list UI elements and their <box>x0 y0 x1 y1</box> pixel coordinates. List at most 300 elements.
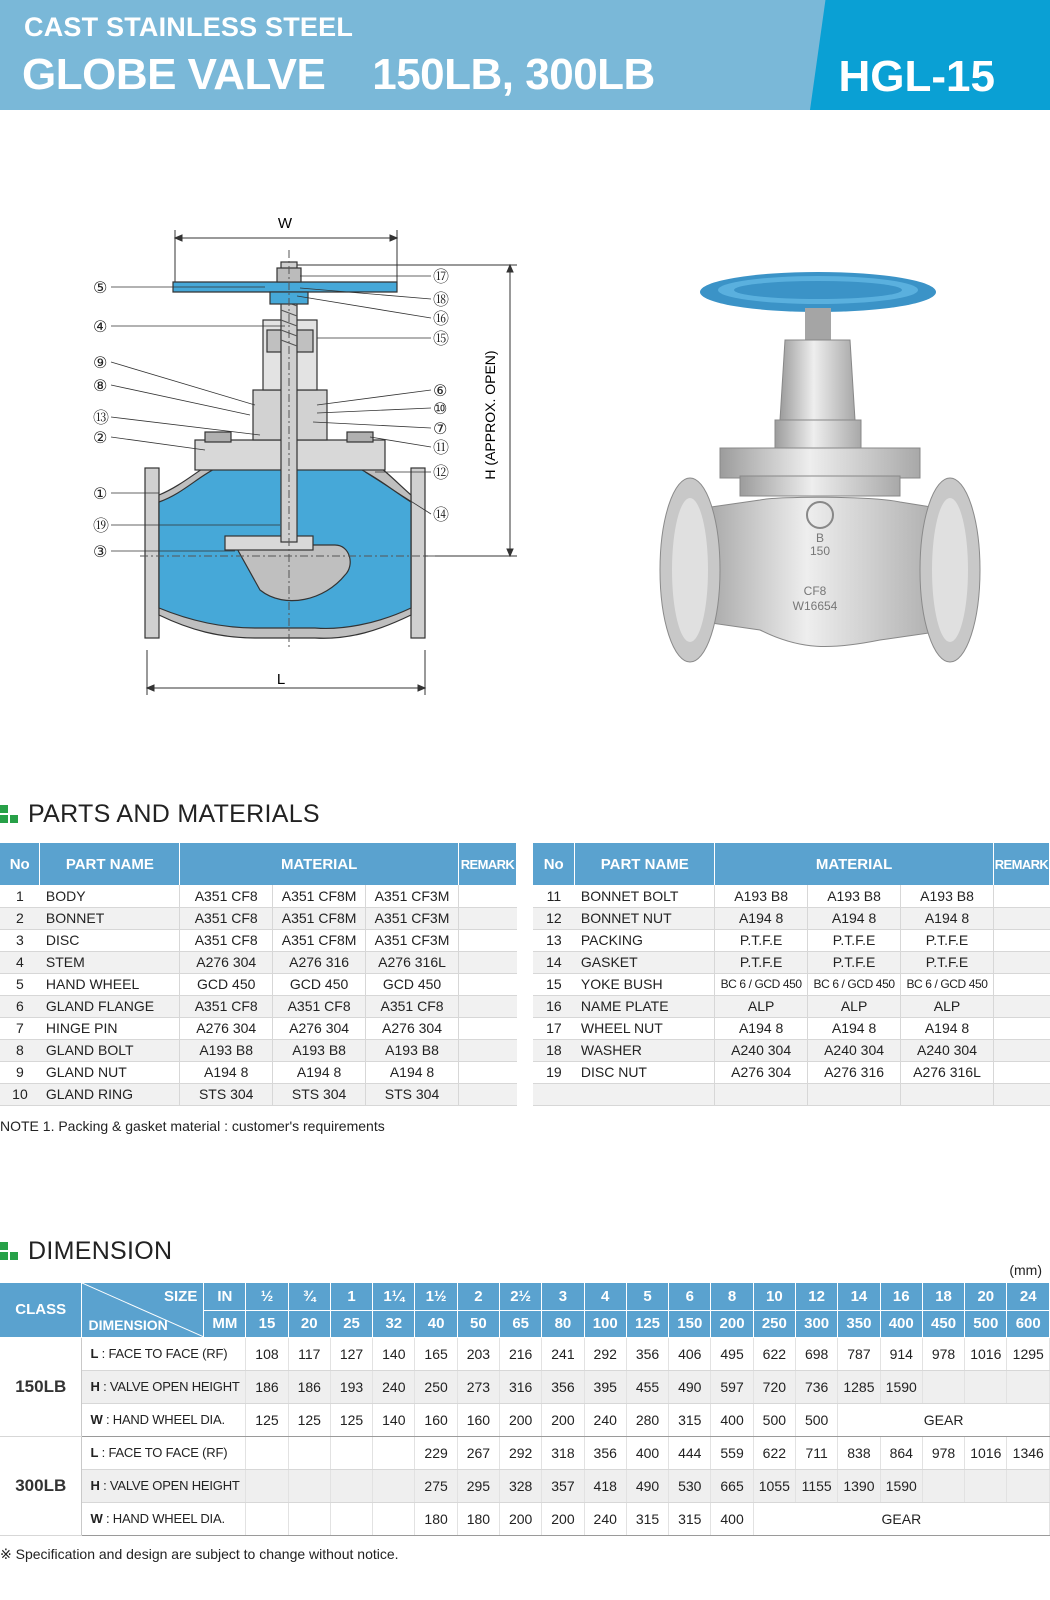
dimension-value: 559 <box>711 1436 753 1469</box>
dimension-value: 125 <box>288 1403 330 1436</box>
part-no: 9 <box>0 1061 40 1083</box>
part-material: A351 CF3M <box>366 885 459 907</box>
dimension-value <box>965 1469 1007 1502</box>
part-material: A194 8 <box>901 907 994 929</box>
size-in-header: 5 <box>626 1283 668 1310</box>
dimension-value: 318 <box>542 1436 584 1469</box>
dimension-value: 400 <box>711 1403 753 1436</box>
part-material: A276 304 <box>715 1061 808 1083</box>
dimension-value: 787 <box>838 1337 880 1370</box>
part-no: 8 <box>0 1039 40 1061</box>
part-material: A193 B8 <box>366 1039 459 1061</box>
part-remark <box>458 907 516 929</box>
size-in-header: 2 <box>457 1283 499 1310</box>
dimension-value: 395 <box>584 1370 626 1403</box>
part-material: A351 CF3M <box>366 907 459 929</box>
dimension-value: 193 <box>330 1370 372 1403</box>
part-material <box>715 1083 808 1105</box>
dimension-value <box>1007 1469 1050 1502</box>
callout-9: ⑨ <box>93 353 108 372</box>
dimension-value: 280 <box>626 1403 668 1436</box>
dimension-value: 160 <box>457 1403 499 1436</box>
dimension-value <box>246 1469 288 1502</box>
dimension-value: 1346 <box>1007 1436 1050 1469</box>
col-no: No <box>0 843 40 885</box>
dimension-value: 1016 <box>965 1436 1007 1469</box>
callout-4: ④ <box>93 317 108 336</box>
part-material: A276 316 <box>808 1061 901 1083</box>
dimension-row <box>0 1469 1050 1502</box>
part-name: GLAND FLANGE <box>40 995 180 1017</box>
part-remark <box>993 995 1049 1017</box>
parts-row <box>533 995 1050 1017</box>
parts-row <box>0 1061 517 1083</box>
part-material: A276 316 <box>273 951 366 973</box>
callout-17: ⑰ <box>433 267 450 286</box>
part-name: DISC NUT <box>575 1061 715 1083</box>
dimension-value: 444 <box>669 1436 711 1469</box>
dimension-value: 622 <box>753 1436 795 1469</box>
part-material: A193 B8 <box>180 1039 273 1061</box>
part-remark <box>993 973 1049 995</box>
part-material: A240 304 <box>808 1039 901 1061</box>
part-no: 5 <box>0 973 40 995</box>
part-material: A351 CF8 <box>180 885 273 907</box>
dimension-value: 200 <box>500 1502 542 1535</box>
part-material: P.T.F.E <box>715 929 808 951</box>
dimension-value: 315 <box>669 1502 711 1535</box>
dimension-value: 186 <box>246 1370 288 1403</box>
dimension-label: L : FACE TO FACE (RF) <box>82 1436 246 1469</box>
dimension-value: 250 <box>415 1370 457 1403</box>
part-material: ALP <box>901 995 994 1017</box>
part-material: BC 6 / GCD 450 <box>901 973 994 995</box>
dimension-value <box>373 1469 415 1502</box>
part-no: 6 <box>0 995 40 1017</box>
dimension-value: 140 <box>373 1403 415 1436</box>
dimension-value: 356 <box>626 1337 668 1370</box>
dimension-value: 180 <box>415 1502 457 1535</box>
dimension-value: 1390 <box>838 1469 880 1502</box>
dimension-label: W : HAND WHEEL DIA. <box>82 1403 246 1436</box>
size-in-header: 2½ <box>500 1283 542 1310</box>
size-mm-header: 350 <box>838 1310 880 1337</box>
callout-19: ⑲ <box>93 516 110 535</box>
gear-operated-value: GEAR <box>753 1502 1049 1535</box>
dimension-value: 736 <box>796 1370 838 1403</box>
parts-row <box>0 973 517 995</box>
part-no: 2 <box>0 907 40 929</box>
unit-label: (mm) <box>1009 1262 1042 1278</box>
part-no: 19 <box>533 1061 575 1083</box>
part-material: A351 CF8M <box>273 907 366 929</box>
dimension-value: 117 <box>288 1337 330 1370</box>
part-material: BC 6 / GCD 450 <box>715 973 808 995</box>
part-no: 11 <box>533 885 575 907</box>
gear-operated-value: GEAR <box>838 1403 1050 1436</box>
dimension-value: 315 <box>669 1403 711 1436</box>
dim-w-label: W <box>277 215 293 232</box>
size-in-header: 1 <box>330 1283 372 1310</box>
size-in-header: 10 <box>753 1283 795 1310</box>
col-part-name: PART NAME <box>40 843 180 885</box>
dimension-value <box>288 1502 330 1535</box>
size-in-header: 4 <box>584 1283 626 1310</box>
part-material: A193 B8 <box>808 885 901 907</box>
parts-section-heading <box>0 800 320 829</box>
dimension-value: 108 <box>246 1337 288 1370</box>
materials-note: NOTE 1. Packing & gasket material : customer's requirements <box>0 1118 385 1134</box>
part-material: P.T.F.E <box>901 929 994 951</box>
part-material <box>808 1083 901 1105</box>
dimension-value: 720 <box>753 1370 795 1403</box>
size-in-header: 8 <box>711 1283 753 1310</box>
size-mm-header: 50 <box>457 1310 499 1337</box>
dimension-value: 160 <box>415 1403 457 1436</box>
dimension-value: 418 <box>584 1469 626 1502</box>
part-material: A276 316L <box>901 1061 994 1083</box>
part-no: 12 <box>533 907 575 929</box>
part-material: A351 CF8M <box>273 885 366 907</box>
part-remark <box>993 885 1049 907</box>
dimension-value: 125 <box>330 1403 372 1436</box>
dimension-section-heading <box>0 1237 172 1266</box>
parts-row <box>533 1039 1050 1061</box>
parts-row <box>0 907 517 929</box>
dimension-value <box>965 1370 1007 1403</box>
part-material: A351 CF8 <box>180 995 273 1017</box>
casting-mark-heat: W16654 <box>792 599 838 613</box>
part-material: A193 B8 <box>901 885 994 907</box>
part-name: GASKET <box>575 951 715 973</box>
dimension-row <box>0 1502 1050 1535</box>
part-material: ALP <box>715 995 808 1017</box>
part-no: 17 <box>533 1017 575 1039</box>
part-name: GLAND BOLT <box>40 1039 180 1061</box>
size-in-header: 20 <box>965 1283 1007 1310</box>
dimension-value: 838 <box>838 1436 880 1469</box>
part-remark <box>458 929 516 951</box>
part-name: HAND WHEEL <box>40 973 180 995</box>
dimension-value: 500 <box>753 1403 795 1436</box>
dimension-value: 316 <box>500 1370 542 1403</box>
sectional-drawing <box>85 210 555 720</box>
dimension-value: 495 <box>711 1337 753 1370</box>
dimension-value <box>288 1469 330 1502</box>
dimension-value: 267 <box>457 1436 499 1469</box>
section-bullet-icon <box>0 1242 20 1262</box>
part-remark <box>993 1061 1049 1083</box>
part-material: A193 B8 <box>273 1039 366 1061</box>
size-mm-header: 100 <box>584 1310 626 1337</box>
dimension-value: 490 <box>669 1370 711 1403</box>
callout-5: ⑤ <box>93 278 108 297</box>
size-mm-header: 500 <box>965 1310 1007 1337</box>
unit-mm-header: MM <box>204 1310 246 1337</box>
dimension-value: 1295 <box>1007 1337 1050 1370</box>
part-remark <box>993 1083 1049 1105</box>
dimension-value: 240 <box>584 1403 626 1436</box>
valve-photo <box>650 270 990 690</box>
part-material: A194 8 <box>273 1061 366 1083</box>
part-no <box>533 1083 575 1105</box>
part-material: P.T.F.E <box>808 951 901 973</box>
part-name: STEM <box>40 951 180 973</box>
part-no: 7 <box>0 1017 40 1039</box>
casting-mark-b: B <box>815 531 825 545</box>
class-label: 300LB <box>0 1436 82 1535</box>
dimension-row <box>0 1337 1050 1370</box>
part-no: 10 <box>0 1083 40 1105</box>
part-name: BODY <box>40 885 180 907</box>
callout-2: ② <box>93 428 108 447</box>
dimension-value: 665 <box>711 1469 753 1502</box>
size-mm-header: 20 <box>288 1310 330 1337</box>
dimension-value: 186 <box>288 1370 330 1403</box>
part-remark <box>458 1061 516 1083</box>
dimension-value: 1055 <box>753 1469 795 1502</box>
part-material: P.T.F.E <box>715 951 808 973</box>
dimension-value: 240 <box>373 1370 415 1403</box>
dimension-value: 292 <box>500 1436 542 1469</box>
callout-8: ⑧ <box>93 376 108 395</box>
dimension-value: 356 <box>584 1436 626 1469</box>
size-mm-header: 200 <box>711 1310 753 1337</box>
part-material: A351 CF8 <box>273 995 366 1017</box>
dimension-value: 400 <box>711 1502 753 1535</box>
dimension-value: 295 <box>457 1469 499 1502</box>
part-no: 15 <box>533 973 575 995</box>
parts-row <box>0 929 517 951</box>
dimension-row <box>0 1436 1050 1469</box>
size-in-header: 12 <box>796 1283 838 1310</box>
parts-row <box>0 1039 517 1061</box>
size-mm-header: 65 <box>500 1310 542 1337</box>
part-material: A194 8 <box>366 1061 459 1083</box>
size-in-header: 18 <box>922 1283 964 1310</box>
part-name: DISC <box>40 929 180 951</box>
dimension-value: 180 <box>457 1502 499 1535</box>
dimension-row <box>0 1370 1050 1403</box>
size-mm-header: 450 <box>922 1310 964 1337</box>
dimension-value: 500 <box>796 1403 838 1436</box>
casting-mark-150: 150 <box>809 544 831 558</box>
part-remark <box>458 885 516 907</box>
col-part-name: PART NAME <box>575 843 715 885</box>
parts-row <box>533 1083 1050 1105</box>
disclaimer-footer: ※ Specification and design are subject to change without notice. <box>0 1546 399 1562</box>
dimension-value: 328 <box>500 1469 542 1502</box>
size-header: SIZE <box>164 1288 198 1305</box>
part-material: STS 304 <box>273 1083 366 1105</box>
part-material: STS 304 <box>180 1083 273 1105</box>
product-title: GLOBE VALVE 150LB, 300LB <box>22 50 655 99</box>
callout-15: ⑮ <box>433 329 450 348</box>
part-remark <box>993 1017 1049 1039</box>
part-no: 16 <box>533 995 575 1017</box>
callout-12: ⑫ <box>433 463 450 482</box>
part-material: A351 CF3M <box>366 929 459 951</box>
col-material: MATERIAL <box>715 843 994 885</box>
dimension-value: 698 <box>796 1337 838 1370</box>
part-material: A351 CF8 <box>366 995 459 1017</box>
part-material: P.T.F.E <box>901 951 994 973</box>
callout-11: ⑪ <box>433 438 450 457</box>
col-no: No <box>533 843 575 885</box>
dimension-value: 240 <box>584 1502 626 1535</box>
parts-row <box>533 973 1050 995</box>
dimension-value: 978 <box>922 1337 964 1370</box>
part-remark <box>458 973 516 995</box>
part-material: A240 304 <box>901 1039 994 1061</box>
part-no: 4 <box>0 951 40 973</box>
dimension-label: H : VALVE OPEN HEIGHT <box>82 1469 246 1502</box>
dimension-value: 864 <box>880 1436 922 1469</box>
dimension-row <box>0 1403 1050 1436</box>
model-number: HGL-15 <box>838 52 995 101</box>
size-mm-header: 125 <box>626 1310 668 1337</box>
part-remark <box>458 1017 516 1039</box>
part-material: A276 316L <box>366 951 459 973</box>
dimension-value: 125 <box>246 1403 288 1436</box>
dimension-header: DIMENSION <box>88 1316 168 1333</box>
size-in-header: ½ <box>246 1283 288 1310</box>
part-no: 3 <box>0 929 40 951</box>
size-in-header: 14 <box>838 1283 880 1310</box>
col-remark: REMARK <box>458 843 516 885</box>
dimension-value: 357 <box>542 1469 584 1502</box>
part-no: 18 <box>533 1039 575 1061</box>
dimension-label: L : FACE TO FACE (RF) <box>82 1337 246 1370</box>
part-name: HINGE PIN <box>40 1017 180 1039</box>
parts-section-title: PARTS AND MATERIALS <box>28 800 320 828</box>
size-mm-header: 15 <box>246 1310 288 1337</box>
dimension-value: 229 <box>415 1436 457 1469</box>
dimension-value: 200 <box>542 1403 584 1436</box>
callout-13: ⑬ <box>93 408 110 427</box>
callout-18: ⑱ <box>433 290 450 309</box>
callout-16: ⑯ <box>433 309 450 328</box>
part-material: A193 B8 <box>715 885 808 907</box>
dimension-value: 400 <box>626 1436 668 1469</box>
size-mm-header: 400 <box>880 1310 922 1337</box>
part-remark <box>458 1083 516 1105</box>
part-name: BONNET NUT <box>575 907 715 929</box>
part-material <box>901 1083 994 1105</box>
dimension-value: 241 <box>542 1337 584 1370</box>
product-subtitle: CAST STAINLESS STEEL <box>24 12 354 42</box>
dimension-value: 711 <box>796 1436 838 1469</box>
dimension-value: 1155 <box>796 1469 838 1502</box>
part-name: GLAND NUT <box>40 1061 180 1083</box>
size-mm-header: 150 <box>669 1310 711 1337</box>
size-in-header: 3 <box>542 1283 584 1310</box>
dimension-value <box>1007 1370 1050 1403</box>
dimension-value: 978 <box>922 1436 964 1469</box>
part-material: A276 304 <box>180 951 273 973</box>
parts-row <box>533 1017 1050 1039</box>
part-no: 14 <box>533 951 575 973</box>
parts-table-right <box>533 843 1050 1106</box>
callout-10: ⑩ <box>433 399 448 418</box>
section-bullet-icon <box>0 805 20 825</box>
size-mm-header: 600 <box>1007 1310 1050 1337</box>
dimension-value: 216 <box>500 1337 542 1370</box>
callout-6: ⑥ <box>433 381 448 400</box>
parts-row <box>0 1083 517 1105</box>
part-no: 1 <box>0 885 40 907</box>
dimension-value: 292 <box>584 1337 626 1370</box>
part-name: BONNET <box>40 907 180 929</box>
dimension-value: 1285 <box>838 1370 880 1403</box>
dimension-section-title: DIMENSION <box>28 1237 173 1265</box>
parts-row <box>533 885 1050 907</box>
dimension-value: 490 <box>626 1469 668 1502</box>
casting-mark-cf8: CF8 <box>803 584 827 598</box>
parts-table-left <box>0 843 517 1106</box>
size-in-header: ¾ <box>288 1283 330 1310</box>
parts-row <box>0 951 517 973</box>
dimension-label: W : HAND WHEEL DIA. <box>82 1502 246 1535</box>
part-material: P.T.F.E <box>808 929 901 951</box>
part-no: 13 <box>533 929 575 951</box>
parts-row <box>533 929 1050 951</box>
parts-row <box>533 907 1050 929</box>
dimension-value <box>330 1436 372 1469</box>
part-remark <box>458 995 516 1017</box>
size-in-header: 24 <box>1007 1283 1050 1310</box>
dimension-value <box>246 1502 288 1535</box>
dimension-value: 203 <box>457 1337 499 1370</box>
part-material: A276 304 <box>180 1017 273 1039</box>
col-remark: REMARK <box>993 843 1049 885</box>
part-material: A351 CF8M <box>273 929 366 951</box>
part-material: A194 8 <box>715 1017 808 1039</box>
parts-row <box>0 995 517 1017</box>
col-class: CLASS <box>0 1283 82 1337</box>
callout-7: ⑦ <box>433 419 448 438</box>
dimension-value: 597 <box>711 1370 753 1403</box>
callout-3: ③ <box>93 542 108 561</box>
dimension-value: 1016 <box>965 1337 1007 1370</box>
part-remark <box>458 1039 516 1061</box>
dim-h-label: H (APPROX. OPEN) <box>482 350 498 480</box>
part-material: A194 8 <box>180 1061 273 1083</box>
part-remark <box>993 929 1049 951</box>
dimension-value: 127 <box>330 1337 372 1370</box>
part-name: BONNET BOLT <box>575 885 715 907</box>
part-material: GCD 450 <box>180 973 273 995</box>
callout-1: ① <box>93 484 108 503</box>
part-remark <box>993 1039 1049 1061</box>
size-in-header: 16 <box>880 1283 922 1310</box>
class-label: 150LB <box>0 1337 82 1436</box>
col-material: MATERIAL <box>180 843 459 885</box>
part-material: BC 6 / GCD 450 <box>808 973 901 995</box>
part-material: A351 CF8 <box>180 929 273 951</box>
part-material: A351 CF8 <box>180 907 273 929</box>
dimension-value <box>246 1436 288 1469</box>
part-material: GCD 450 <box>273 973 366 995</box>
dimension-value: 1590 <box>880 1469 922 1502</box>
dimension-value <box>330 1469 372 1502</box>
dimension-value: 356 <box>542 1370 584 1403</box>
part-name <box>575 1083 715 1105</box>
part-material: A276 304 <box>273 1017 366 1039</box>
part-material: A276 304 <box>366 1017 459 1039</box>
size-in-header: 6 <box>669 1283 711 1310</box>
dimension-value: 275 <box>415 1469 457 1502</box>
